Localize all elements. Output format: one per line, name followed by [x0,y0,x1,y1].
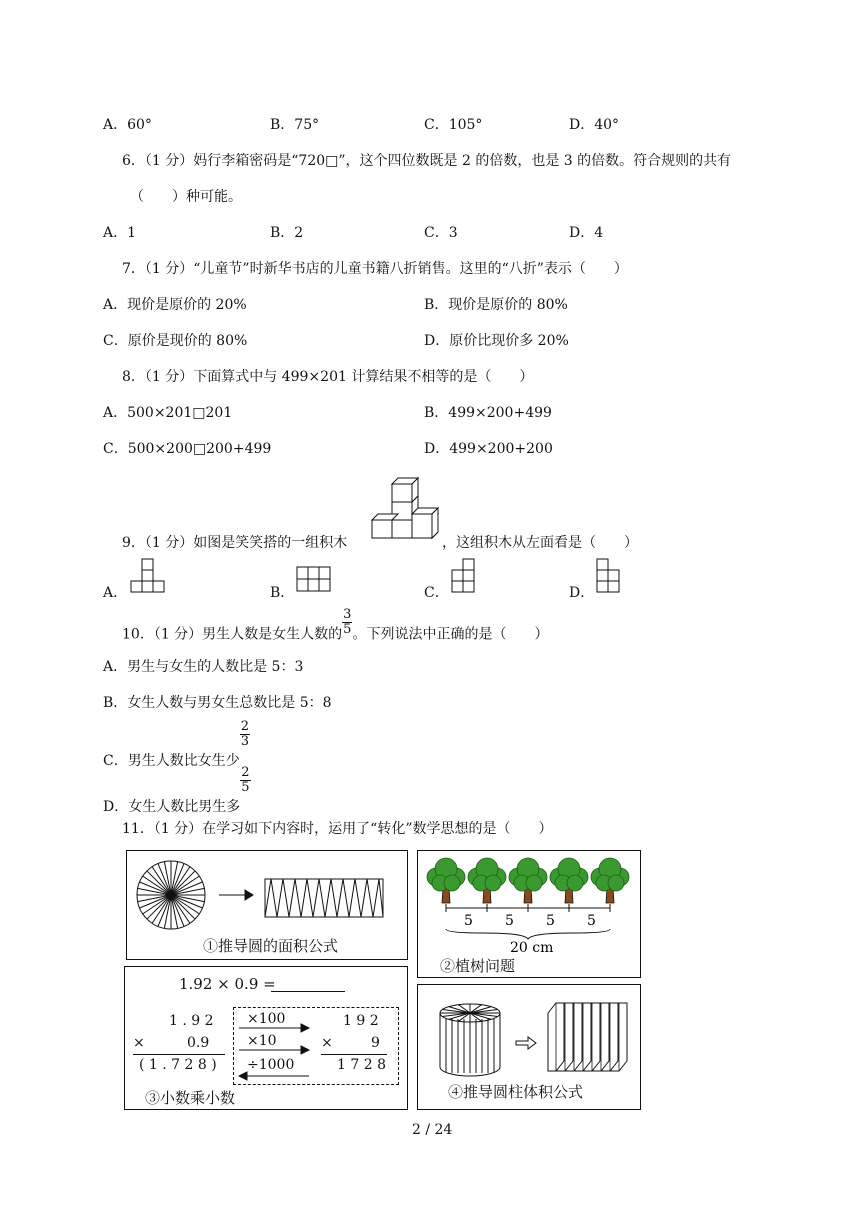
p3-left-op: × [133,1035,145,1051]
q9-option-a: A． [103,585,128,601]
q9-option-a-figure [130,558,168,594]
p3-op-times10: ×10 [247,1033,277,1049]
q5-option-b: B．75° [270,117,320,133]
q10-option-d-num: 2 [241,765,250,780]
q8-option-b: B．499×200+499 [424,405,552,421]
q10-option-d-text: D．女生人数比男生多 [103,798,241,815]
p3-right-rule [321,1054,387,1055]
q7-option-b: B．现价是原价的 80% [424,297,568,313]
q11-stem: 11．（1 分）在学习如下内容时，运用了“转化”数学思想的是（ ） [122,821,553,837]
q9-option-c-figure [451,558,477,594]
segment-label: 5 [546,913,555,929]
block-stack-figure [366,472,440,546]
q6-option-c: C．3 [424,225,458,241]
p3-right-r2: 9 [371,1035,380,1051]
cylinder-to-prism-figure [424,991,636,1079]
q10-option-c-num: 2 [240,719,249,734]
q10-option-d [103,765,251,815]
panel-circle-area [126,850,408,960]
p3-left-rule [133,1054,225,1055]
tree-icon [591,858,629,903]
q7-option-c: C．原价是现价的 80% [103,333,248,349]
panel-tree-planting [417,850,641,978]
segment-label: 5 [505,913,514,929]
p3-arrows [237,1007,313,1083]
panel-tree-caption: ②植树问题 [440,957,516,975]
q10-option-c-den: 3 [240,734,249,749]
q10-option-a: A．男生与女生的人数比是 5：3 [103,659,304,675]
q9-option-b-figure [296,566,332,594]
q6-option-d: D．4 [569,225,604,241]
q10-stem [122,607,549,649]
q10-stem-right: 。下列说法中正确的是（ ） [352,626,549,643]
p3-left-r1: 1 . 9 2 [169,1013,214,1029]
q10-option-c-text: C．男生人数比女生少 [103,752,240,769]
q10-option-c [103,719,250,769]
trees-figure [424,857,636,953]
q9-option-b: B． [270,585,295,601]
q8-option-a: A．500×201□201 [103,405,233,421]
page-number: 2 / 24 [412,1122,453,1138]
q7-option-d: D．原价比现价多 20% [424,333,569,349]
q9-stem-right: ，这组积木从左面看是（ ） [442,535,638,551]
q10-option-d-den: 5 [241,780,250,795]
q10-stem-fraction [342,608,352,637]
segment-label: 5 [464,913,473,929]
q9-option-c: C． [424,585,449,601]
p3-answer-blank [271,991,345,992]
p3-right-r3: 1 7 2 8 [337,1057,386,1073]
q6-stem-line2: （ ）种可能。 [130,189,242,205]
p3-op-times100: ×100 [247,1011,286,1027]
panel-cylinder-caption: ④推导圆柱体积公式 [448,1083,584,1101]
q6-option-a: A．1 [103,225,137,241]
q10-option-d-fraction [240,766,250,795]
q10-frac-numerator: 3 [343,607,352,622]
q6-stem-line1: 6．（1 分）妈行李箱密码是“720□”，这个四位数既是 2 的倍数，也是 3 的倍数。符合规则的共有 [122,153,732,169]
panel-decimal-caption: ③小数乘小数 [145,1089,236,1107]
q8-stem: 8．（1 分）下面算式中与 499×201 计算结果不相等的是（ ） [122,369,534,385]
segment-label: 5 [587,913,596,929]
q8-option-c: C．500×200□200+499 [103,441,272,457]
q8-option-d: D．499×200+200 [424,441,553,457]
q5-option-a: A．60° [103,117,152,133]
p3-left-r2: 0.9 [187,1035,210,1051]
p3-problem: 1.92 × 0.9 = [179,975,276,993]
q10-option-b: B．女生人数与男女生总数比是 5：8 [103,695,332,711]
q10-option-c-fraction [240,720,250,749]
p3-right-op: × [321,1035,333,1051]
q5-option-d: D．40° [569,117,620,133]
q9-option-d-figure [596,558,622,594]
tree-icon [427,858,465,903]
panel-cylinder-volume [417,984,641,1110]
q6-option-b: B．2 [270,225,304,241]
q5-option-c: C．105° [424,117,483,133]
panel-circle-caption: ①推导圆的面积公式 [203,937,339,955]
tree-icon [509,858,547,903]
total-length-label: 20 cm [510,940,554,953]
p3-left-r3: ( 1 . 7 2 8 ) [139,1057,217,1073]
q10-stem-left: 10．（1 分）男生人数是女生人数的 [122,626,343,643]
q9-option-d: D． [569,585,595,601]
tree-icon [550,858,588,903]
tree-icon [468,858,506,903]
q10-frac-denominator: 5 [343,622,352,637]
panel-decimal-multiplication [124,966,408,1110]
p3-op-div1000: ÷1000 [247,1057,295,1073]
q7-option-a: A．现价是原价的 20% [103,297,247,313]
circle-to-rectangle-figure [133,857,403,933]
q9-stem-left: 9．（1 分）如图是笑笑搭的一组积木 [122,535,348,551]
q7-stem: 7．（1 分）“儿童节”时新华书店的儿童书籍八折销售。这里的“八折”表示（ ） [122,261,628,277]
p3-right-r1: 1 9 2 [343,1013,379,1029]
